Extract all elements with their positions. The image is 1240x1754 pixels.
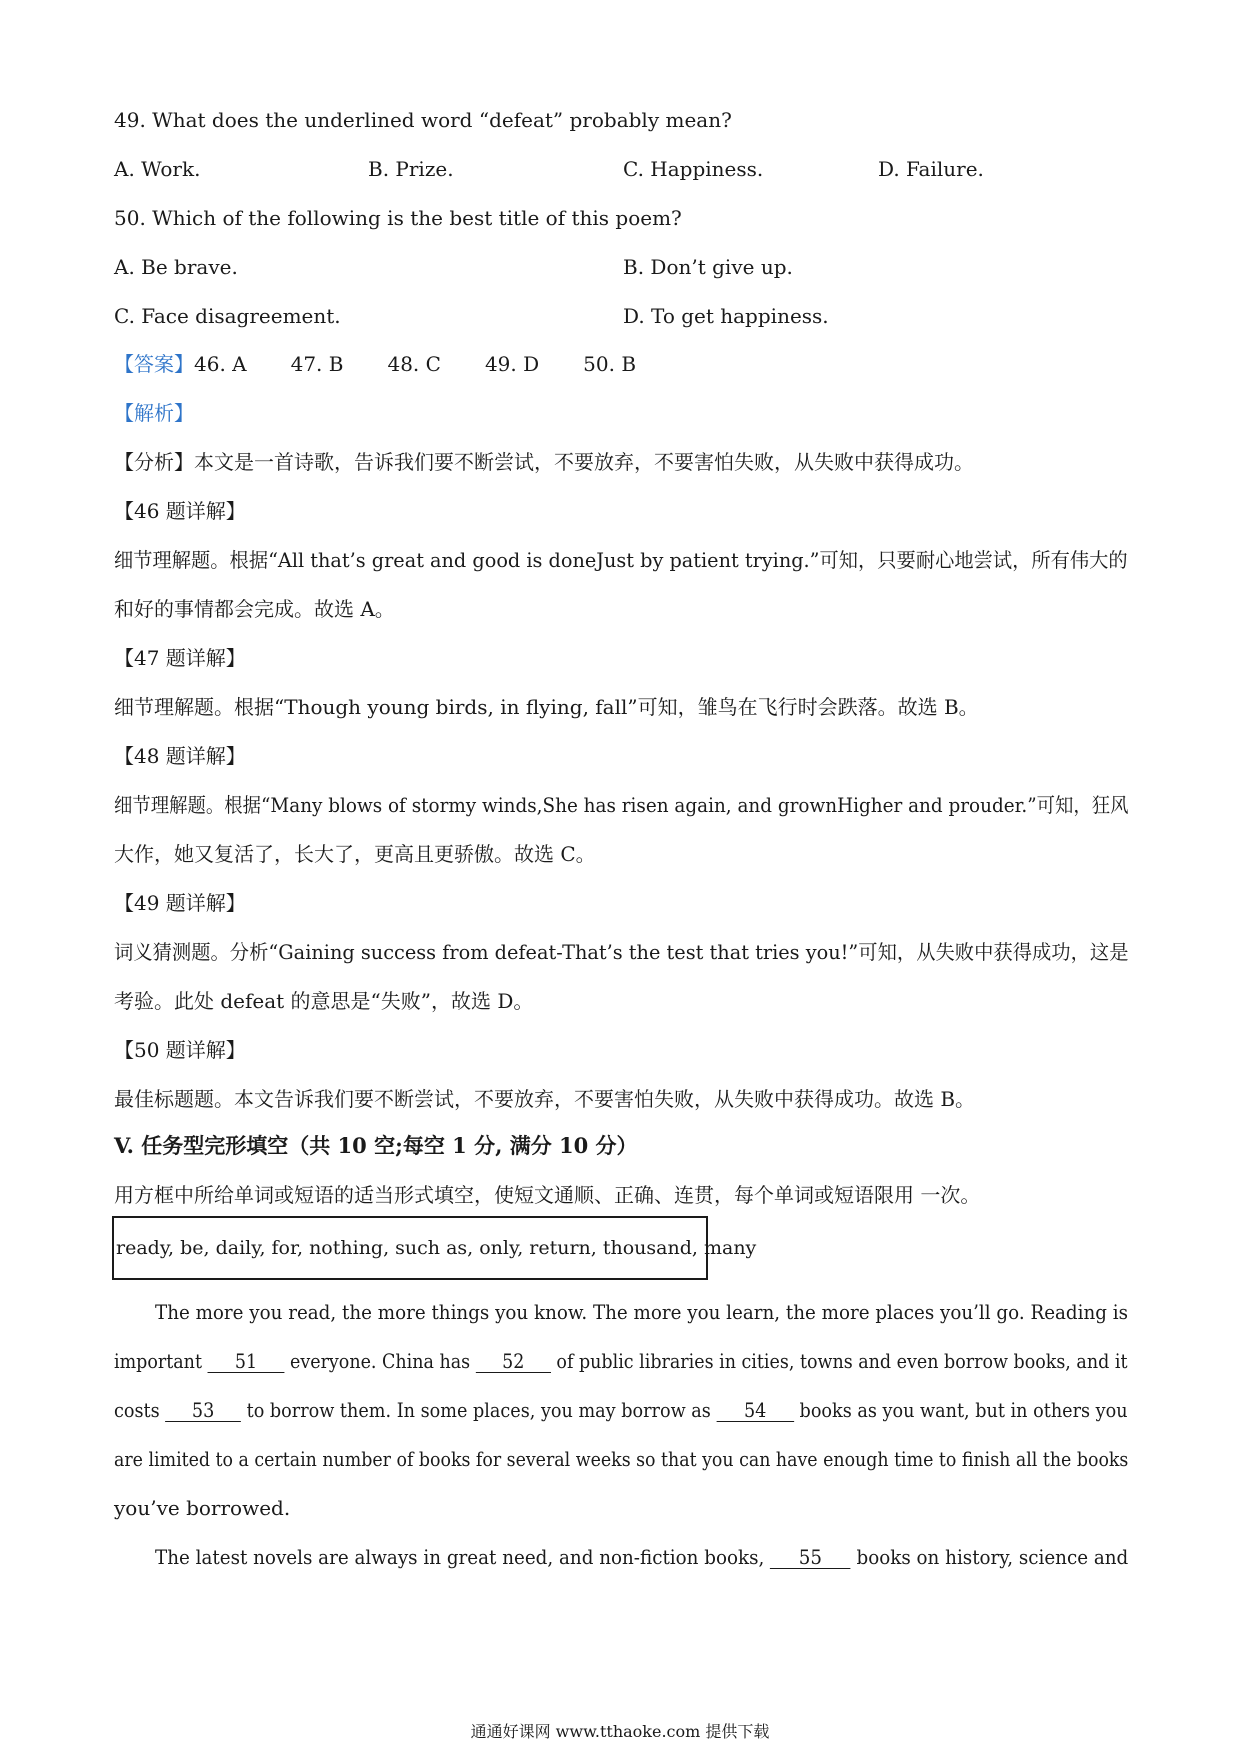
detail-47-heading: 【47 题详解】	[114, 646, 246, 670]
detail-49-line: 词义猜测题。分析“Gaining success from defeat-That’s the test that tries you!”可知，从失败中获得成功，这是	[114, 940, 1129, 964]
detail-50-line: 最佳标题题。本文告诉我们要不断尝试，不要放弃，不要害怕失败，从失败中获得成功。故选 B。	[114, 1087, 976, 1111]
detail-49-heading: 【49 题详解】	[114, 891, 246, 915]
answer-item: 46. A	[194, 352, 247, 376]
detail-46-heading: 【46 题详解】	[114, 499, 246, 523]
answer-item: 50. B	[583, 352, 637, 376]
answer-line	[114, 351, 636, 377]
passage-text: to borrow them. In some places, you may borrow as	[246, 1398, 711, 1422]
q49-option-b: B. Prize.	[368, 157, 454, 181]
detail-48-line: 大作，她又复活了，长大了，更高且更骄傲。故选 C。	[114, 842, 596, 866]
passage-line: you’ve borrowed.	[114, 1496, 291, 1520]
passage-text: everyone. China has	[290, 1349, 471, 1373]
passage-line: are limited to a certain number of books for several weeks so that you can have enough time to finish all the books	[114, 1447, 1129, 1471]
passage-text: books on history, science and	[856, 1545, 1129, 1569]
detail-47-line: 细节理解题。根据“Though young birds, in flying, fall”可知，雏鸟在飞行时会跌落。故选 B。	[114, 695, 979, 719]
word-box	[112, 1216, 757, 1280]
passage-text: important	[114, 1349, 202, 1373]
detail-48-line: 细节理解题。根据“Many blows of stormy winds,She has risen again, and grownHigher and prouder.”可知，狂风	[114, 793, 1129, 817]
q49-option-a: A. Work.	[114, 157, 201, 181]
blank-55[interactable]: 55	[770, 1546, 851, 1569]
detail-50-heading: 【50 题详解】	[114, 1038, 246, 1062]
detail-46-line: 细节理解题。根据“All that’s great and good is doneJust by patient trying.”可知，只要耐心地尝试，所有伟大的	[114, 548, 1128, 572]
q50-option-a: A. Be brave.	[114, 255, 238, 279]
passage-text: of public libraries in cities, towns and even borrow books, and it	[556, 1349, 1128, 1373]
word-box-text: ready, be, daily, for, nothing, such as, only, return, thousand, many	[116, 1237, 757, 1259]
analysis-label: 【解析】	[114, 401, 194, 425]
q49-option-c: C. Happiness.	[623, 157, 764, 181]
q49-stem: 49. What does the underlined word “defeat” probably mean?	[114, 108, 732, 132]
passage-line	[114, 1397, 1128, 1423]
blank-51[interactable]: 51	[208, 1350, 285, 1373]
answer-item: 49. D	[484, 352, 540, 376]
section-instruction: 用方框中所给单词或短语的适当形式填空，使短文通顺、正确、连贯，每个单词或短语限用 一次。	[114, 1183, 981, 1207]
answer-item: 47. B	[290, 352, 344, 376]
passage-line	[114, 1348, 1127, 1374]
detail-48-heading: 【48 题详解】	[114, 744, 246, 768]
blank-54[interactable]: 54	[716, 1399, 794, 1422]
answer-label: 【答案】	[114, 352, 194, 376]
passage-line: The more you read, the more things you know. The more you learn, the more places you’ll go. Reading is	[155, 1300, 1128, 1324]
q50-option-c: C. Face disagreement.	[114, 304, 341, 328]
q49-option-d: D. Failure.	[878, 157, 984, 181]
analysis-overview: 【分析】本文是一首诗歌，告诉我们要不断尝试，不要放弃，不要害怕失败，从失败中获得成功。	[114, 450, 974, 474]
page-footer: 通通好课网 www.tthaoke.com 提供下载	[470, 1722, 770, 1741]
passage-text: The latest novels are always in great need, and non-fiction books,	[155, 1545, 765, 1569]
section-title: V. 任务型完形填空（共 10 空;每空 1 分, 满分 10 分）	[114, 1133, 638, 1158]
passage-text: costs	[114, 1398, 160, 1422]
passage-text: books as you want, but in others you	[799, 1398, 1128, 1422]
blank-53[interactable]: 53	[165, 1399, 241, 1422]
detail-49-line: 考验。此处 defeat 的意思是“失败”，故选 D。	[114, 989, 534, 1013]
passage-line	[155, 1544, 1128, 1570]
detail-46-line: 和好的事情都会完成。故选 A。	[114, 597, 395, 621]
blank-52[interactable]: 52	[476, 1350, 551, 1373]
q50-stem: 50. Which of the following is the best title of this poem?	[114, 206, 682, 230]
q50-option-b: B. Don’t give up.	[623, 255, 793, 279]
q50-option-d: D. To get happiness.	[623, 304, 829, 328]
answer-item: 48. C	[387, 352, 441, 376]
